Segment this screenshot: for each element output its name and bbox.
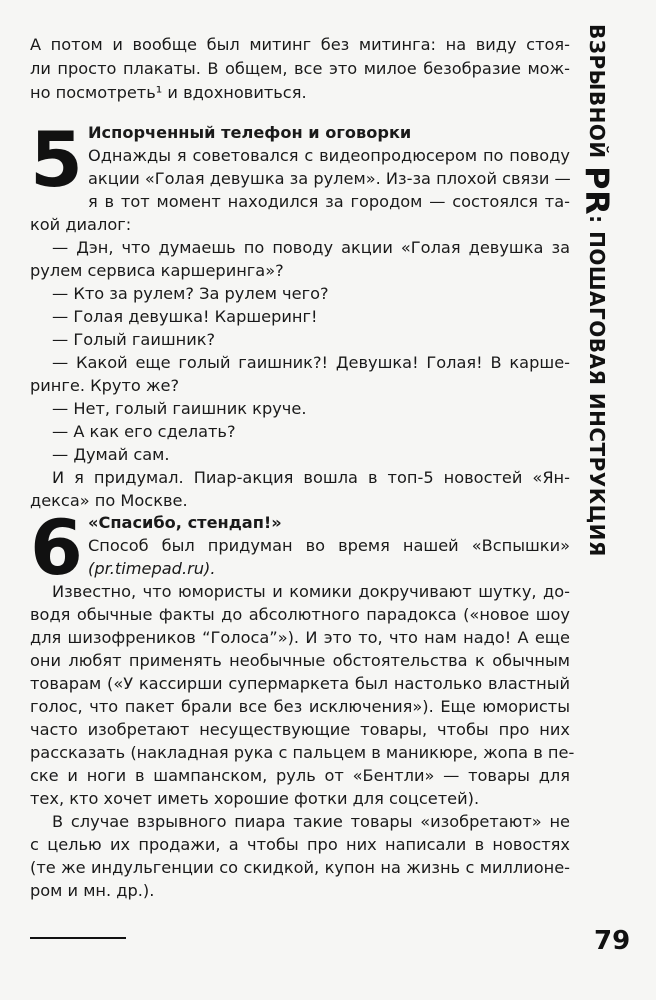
body-line-12: с целью их продажи, а чтобы про них написали в новостях	[30, 835, 570, 854]
section-6-line-1: Способ был придуман во время нашей «Вспышки»	[88, 536, 570, 555]
dialog-line-1: — Дэн, что думаешь по поводу акции «Голая девушка за	[52, 238, 570, 257]
dialog-line-9: — А как его сделать?	[52, 422, 236, 441]
section-6-heading: «Спасибо, стендап!»	[88, 513, 282, 532]
dialog-line-12: декса» по Москве.	[30, 491, 188, 510]
body-line-13: (те же индульгенции со скидкой, купон на жизнь с миллионе-	[30, 858, 570, 877]
dialog-line-5: — Голый гаишник?	[52, 330, 216, 349]
body-line-4: они любят применять необычные обстоятельства к обычным	[30, 651, 570, 670]
body-line-2: водя обычные факты до абсолютного парадокса («новое шоу	[30, 605, 570, 624]
section-5-heading: Испорченный телефон и оговорки	[88, 123, 412, 142]
page-number: 79	[594, 926, 631, 956]
side-title-part-1: ВЗРЫВНОЙ	[585, 24, 609, 167]
side-running-title	[580, 24, 620, 664]
section-5-line-1: Однажды я советовался с видеопродюсером по поводу	[88, 146, 570, 165]
section-number-5: 5	[30, 115, 81, 204]
body-line-11: В случае взрывного пиара такие товары «изобретают» не	[52, 812, 570, 831]
body-line-7: часто изобретают несуществующие товары, чтобы про них	[30, 720, 570, 739]
dialog-line-3: — Кто за рулем? За рулем чего?	[52, 284, 329, 303]
footnote-rule	[30, 937, 126, 939]
section-5-line-2: акции «Голая девушка за рулем». Из-за плохой связи —	[88, 169, 571, 188]
body-line-3: для шизофреников “Голоса”»). И это то, что нам надо! А еще	[30, 628, 570, 647]
dialog-line-2: рулем сервиса каршеринга»?	[30, 261, 284, 280]
section-5-line-4: кой диалог:	[30, 215, 132, 234]
body-line-1: Известно, что юмористы и комики докручивают шутку, до-	[52, 582, 570, 601]
dialog-line-8: — Нет, голый гаишник круче.	[52, 399, 307, 418]
dialog-line-4: — Голая девушка! Каршеринг!	[52, 307, 318, 326]
body-line-8: рассказать (накладная рука с пальцем в маникюре, жопа в пе-	[30, 743, 575, 762]
side-title-part-3: : ПОШАГОВАЯ ИНСТРУКЦИЯ	[585, 215, 609, 557]
intro-line-1: А потом и вообще был митинг без митинга: на виду стоя-	[30, 35, 570, 54]
dialog-line-6: — Какой еще голый гаишник?! Девушка! Голая! В карше-	[52, 353, 570, 372]
intro-line-2: ли просто плакаты. В общем, все это милое безобразие мож-	[30, 59, 570, 78]
section-number-6: 6	[30, 503, 81, 592]
body-line-5: товарам («У кассирши супермаркета был настолько властный	[30, 674, 570, 693]
section-5-line-3: я в тот момент находился за городом — состоялся та-	[88, 192, 570, 211]
body-line-9: ске и ноги в шампанском, руль от «Бентли» — товары для	[30, 766, 570, 785]
intro-line-3: но посмотреть¹ и вдохновиться.	[30, 83, 307, 102]
dialog-line-11: И я придумал. Пиар-акция вошла в топ-5 новостей «Ян-	[52, 468, 570, 487]
dialog-line-7: ринге. Круто же?	[30, 376, 180, 395]
side-title-pr: PR	[578, 166, 616, 216]
body-line-10: тех, кто хочет иметь хорошие фотки для соцсетей).	[30, 789, 480, 808]
body-line-6: голос, что пакет брали все без исключения»). Еще юмористы	[30, 697, 570, 716]
body-line-14: ром и мн. др.).	[30, 881, 155, 900]
dialog-line-10: — Думай сам.	[52, 445, 170, 464]
section-6-line-2: (pr.timepad.ru).	[88, 559, 216, 578]
